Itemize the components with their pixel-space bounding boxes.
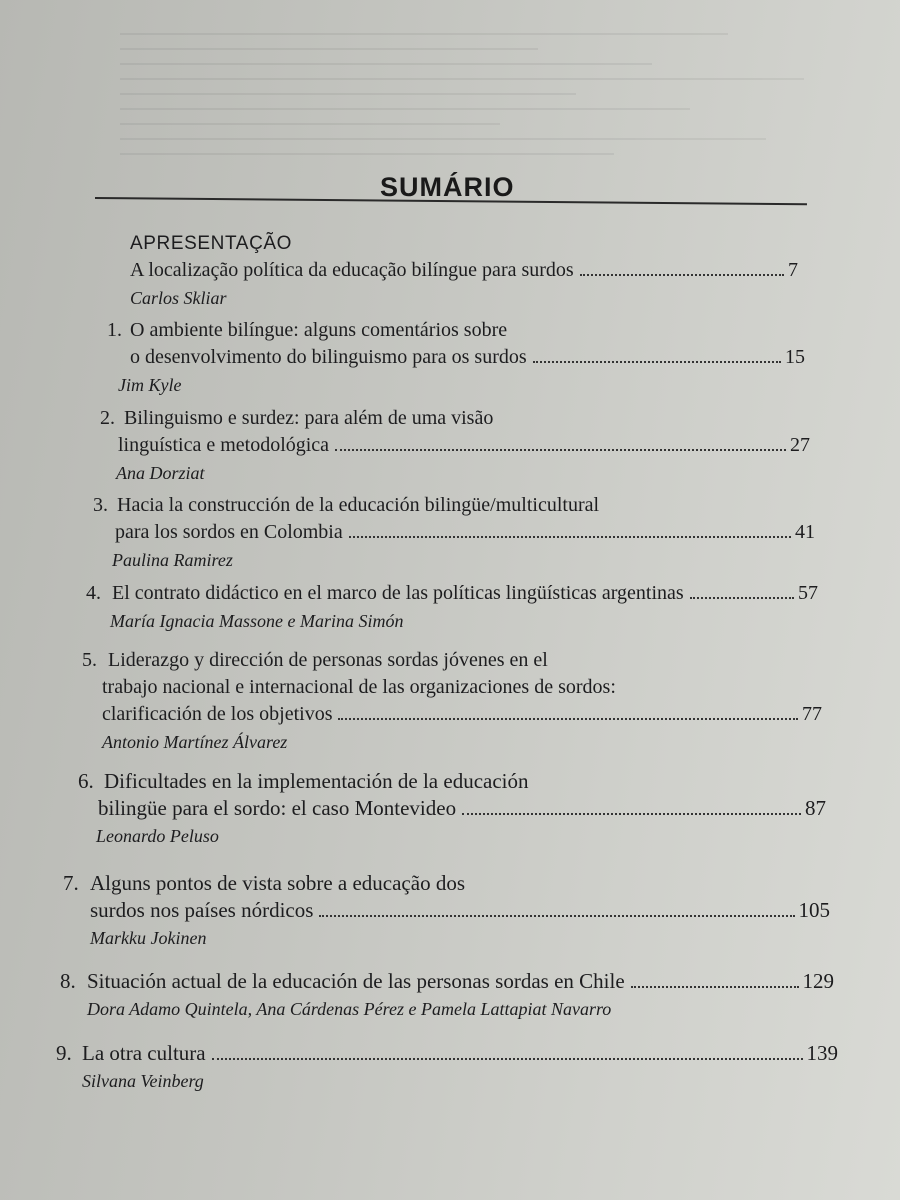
- entry-title-line: [130, 257, 798, 284]
- dot-leader: [580, 274, 784, 276]
- entry-title-text: Liderazgo y dirección de personas sordas jóvenes en el: [108, 649, 548, 671]
- entry-title-line: [130, 344, 805, 371]
- page-number: 57: [798, 582, 818, 604]
- entry-title-text: o desenvolvimento do bilinguismo para os surdos: [130, 346, 527, 368]
- toc-entry-6: [78, 768, 826, 848]
- entry-number: 2.: [100, 407, 115, 429]
- entry-title-line: [90, 870, 830, 897]
- entry-number: 1.: [107, 319, 122, 341]
- entry-title-line: [118, 432, 810, 459]
- page-number: 139: [806, 1041, 838, 1065]
- toc-entry-8: [60, 968, 834, 1021]
- entry-title-text: A localização política da educação bilíngue para surdos: [130, 259, 574, 281]
- dot-leader: [338, 718, 798, 720]
- entry-number: 5.: [82, 649, 97, 671]
- toc-entry-4: [86, 580, 818, 633]
- entry-title-line: [104, 768, 826, 795]
- entry-title-text: para los sordos en Colombia: [115, 521, 343, 543]
- entry-author: María Ignacia Massone e Marina Simón: [110, 611, 404, 631]
- entry-title-text: Dificultades en la implementación de la educación: [104, 769, 529, 793]
- entry-author: Antonio Martínez Álvarez: [102, 732, 288, 752]
- entry-title-text: El contrato didáctico en el marco de las políticas lingüísticas argentinas: [112, 582, 684, 604]
- entry-title-text: O ambiente bilíngue: alguns comentários sobre: [130, 319, 508, 341]
- entry-number: 9.: [56, 1041, 72, 1065]
- page-number: 15: [785, 346, 805, 368]
- entry-title-line: [124, 405, 810, 432]
- entry-title-line: [108, 647, 822, 674]
- show-through-text: [120, 20, 880, 170]
- toc-entry-1: [107, 317, 805, 397]
- entry-title-text: Hacia la construcción de la educación bilingüe/multicultural: [117, 494, 600, 516]
- page-title: SUMÁRIO: [380, 172, 515, 202]
- toc-entry-9: [56, 1040, 838, 1093]
- toc-entry-2: [100, 405, 810, 485]
- entry-number: 6.: [78, 769, 94, 793]
- dot-leader: [690, 597, 794, 599]
- entry-title-line: [98, 795, 826, 822]
- page-number: 41: [795, 521, 815, 543]
- dot-leader: [631, 986, 799, 988]
- entry-author: Dora Adamo Quintela, Ana Cárdenas Pérez e Pamela Lattapiat Navarro: [87, 999, 612, 1019]
- entry-title-line: [87, 968, 834, 995]
- entry-title-text: surdos nos países nórdicos: [90, 898, 314, 922]
- page-number: 77: [802, 703, 822, 725]
- entry-title-line: [115, 519, 815, 546]
- toc-entry-5: [82, 647, 822, 754]
- entry-author: Markku Jokinen: [90, 928, 207, 948]
- toc-entry-3: [93, 492, 815, 572]
- entry-number: 8.: [60, 969, 76, 993]
- page-number: 7: [788, 259, 798, 281]
- entry-title-line: [102, 701, 822, 728]
- dot-leader: [319, 915, 794, 917]
- entry-title-line: [117, 492, 815, 519]
- entry-number: 3.: [93, 494, 108, 516]
- page-number: 105: [798, 898, 830, 922]
- entry-title-text: trabajo nacional e internacional de las organizaciones de sordos:: [102, 676, 616, 698]
- toc-entry-presentation: [130, 230, 798, 310]
- dot-leader: [335, 449, 786, 451]
- entry-number: 7.: [63, 871, 79, 895]
- entry-number: 4.: [86, 582, 101, 604]
- entry-title-text: La otra cultura: [82, 1041, 206, 1065]
- toc-entry-7: [63, 870, 830, 950]
- entry-title-text: Bilinguismo e surdez: para além de uma visão: [124, 407, 494, 429]
- entry-title-text: clarificación de los objetivos: [102, 703, 333, 725]
- entry-title-line: [112, 580, 818, 607]
- entry-author: Jim Kyle: [118, 375, 182, 395]
- entry-title-line: [82, 1040, 838, 1067]
- dot-leader: [349, 536, 791, 538]
- page-number: 129: [802, 969, 834, 993]
- entry-author: Paulina Ramirez: [112, 550, 233, 570]
- entry-title-text: Situación actual de la educación de las personas sordas en Chile: [87, 969, 625, 993]
- section-heading: APRESENTAÇÃO: [130, 233, 293, 254]
- entry-title-line: [102, 674, 822, 701]
- entry-title-text: Alguns pontos de vista sobre a educação dos: [90, 871, 465, 895]
- entry-author: Carlos Skliar: [130, 288, 227, 308]
- entry-author: Silvana Veinberg: [82, 1071, 204, 1091]
- entry-title-line: [90, 897, 830, 924]
- entry-author: Leonardo Peluso: [96, 826, 219, 846]
- dot-leader: [462, 813, 801, 815]
- entry-title-text: bilingüe para el sordo: el caso Montevideo: [98, 796, 457, 820]
- entry-title-text: linguística e metodológica: [118, 434, 330, 456]
- page-number: 87: [805, 796, 826, 820]
- page-number: 27: [790, 434, 810, 456]
- entry-author: Ana Dorziat: [116, 463, 205, 483]
- entry-title-line: [130, 317, 805, 344]
- dot-leader: [212, 1058, 803, 1060]
- dot-leader: [533, 361, 781, 363]
